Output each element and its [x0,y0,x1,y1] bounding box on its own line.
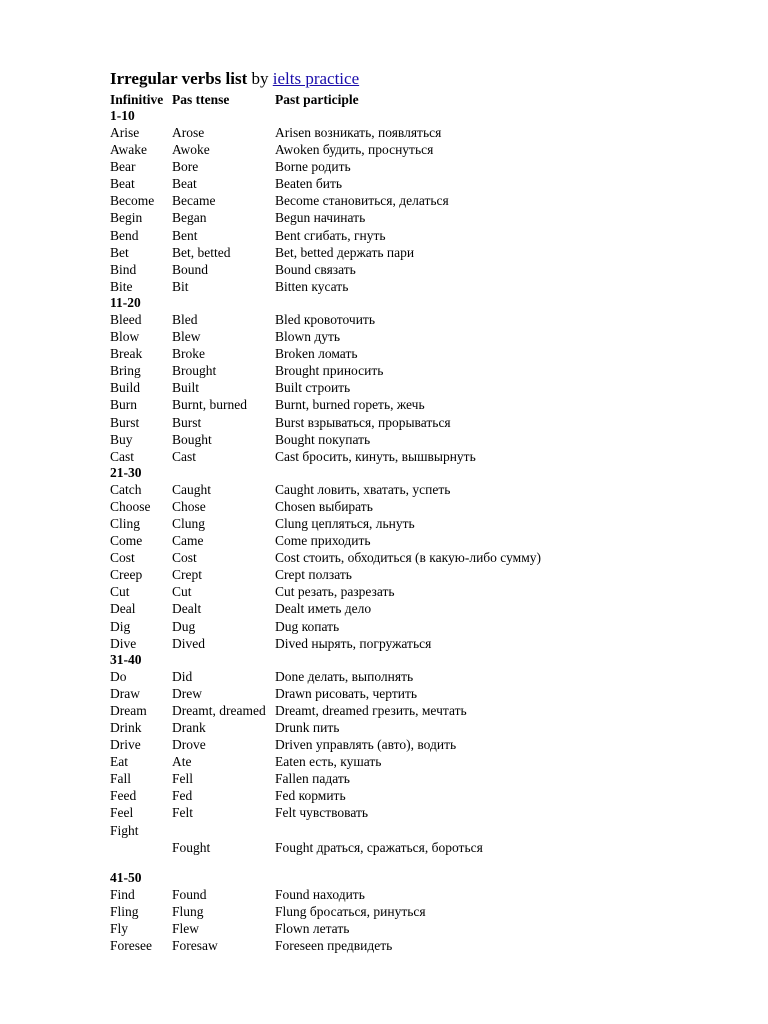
verb-row [110,431,730,448]
infinitive-cell: Cast [110,448,135,464]
verb-row [110,515,730,532]
infinitive-cell: Deal [110,601,136,617]
past-participle-cell: Dealt иметь дело [275,601,372,617]
past-participle-cell: Foreseen предвидеть [275,938,393,954]
past-tense-cell: Felt [172,805,194,821]
infinitive-cell: Feed [110,788,137,804]
past-participle-cell: Chosen выбирать [275,498,373,514]
infinitive-cell: Bear [110,159,136,175]
past-tense-cell: Brought [172,363,217,379]
verb-row [110,532,730,549]
infinitive-cell: Blow [110,329,140,345]
infinitive-cell: Drink [110,720,142,735]
verb-row [110,839,730,856]
header-past-participle: Past participle [275,92,359,107]
past-participle-cell: Driven управлять (авто), водить [275,737,457,753]
past-tense-cell: Fed [172,788,193,804]
verb-row [110,618,730,635]
verb-row [110,278,730,295]
past-tense-cell: Bore [172,159,199,175]
past-tense-cell: Arose [172,125,205,140]
past-participle-cell: Bound связать [275,261,356,277]
infinitive-cell: Creep [110,567,143,583]
past-tense-cell [172,822,275,839]
past-participle-cell: Flown летать [275,920,350,936]
group-label: 1-10 [110,108,135,123]
infinitive-cell: Foresee [110,938,152,954]
infinitive-cell: Feel [110,805,134,821]
infinitive-cell: Dream [110,702,147,718]
infinitive-cell: Beat [110,176,135,192]
verb-row [110,227,730,244]
group-label: 21-30 [110,464,142,480]
past-tense-cell: Found [172,886,207,902]
infinitive-cell: Bet [110,244,129,260]
past-participle-cell: Cost стоить, обходиться (в какую-либо сумму) [275,550,542,566]
past-participle-cell: Begun начинать [275,210,366,226]
past-tense-cell: Cast [172,448,197,464]
verb-row [110,414,730,431]
past-participle-cell: Dreamt, dreamed грезить, мечтать [275,702,467,718]
infinitive-cell: Fight [110,822,139,838]
infinitive-cell: Bind [110,261,137,277]
past-participle-cell: Bent сгибать, гнуть [275,227,386,243]
verb-row [110,311,730,328]
verb-row [110,192,730,209]
verb-row [110,345,730,362]
infinitive-cell: Find [110,886,135,902]
infinitive-cell: Become [110,193,155,209]
infinitive-cell: Drive [110,737,141,753]
infinitive-cell: Bleed [110,311,142,327]
infinitive-cell: Burst [110,414,140,430]
infinitive-cell: Fling [110,903,139,919]
verb-row [110,937,730,954]
past-participle-cell: Bet, betted держать пари [275,244,415,260]
infinitive-cell: Awake [110,142,147,158]
past-tense-cell: Dreamt, dreamed [172,702,266,718]
verb-row [110,362,730,379]
verb-row [110,903,730,920]
verb-groups [110,108,730,954]
past-participle-cell: Dug копать [275,618,340,634]
group-spacer [110,856,730,870]
verb-row [110,668,730,685]
infinitive-cell: Bend [110,227,139,243]
infinitive-cell: Cling [110,515,141,531]
verb-row [110,685,730,702]
title-text: Irregular verbs list [110,69,248,88]
past-tense-cell: Came [172,533,204,549]
past-tense-cell: Fell [172,771,194,787]
verb-row [110,787,730,804]
ielts-practice-link[interactable]: ielts practice [272,69,360,88]
past-participle-cell: Flung бросаться, ринуться [275,903,426,919]
verb-row [110,141,730,158]
verb-row [110,804,730,821]
verb-row [110,566,730,583]
verb-row [110,583,730,600]
verb-row [110,379,730,396]
infinitive-cell: Do [110,668,127,684]
past-tense-cell: Burnt, burned [172,397,247,413]
verb-row [110,396,730,413]
infinitive-cell: Buy [110,431,133,447]
infinitive-cell: Dig [110,618,131,634]
infinitive-cell: Bring [110,363,141,379]
infinitive-cell: Choose [110,498,151,514]
table-header [110,92,730,108]
past-participle-cell [275,822,730,839]
past-tense-cell: Bit [172,278,189,294]
verb-row [110,702,730,719]
past-participle-cell: Done делать, выполнять [275,668,414,684]
past-participle-cell: Awoken будить, проснуться [275,142,434,158]
past-tense-cell: Bet, betted [172,244,231,260]
past-tense-cell: Clung [172,515,206,531]
past-tense-cell: Fought [172,839,211,855]
past-participle-cell: Burnt, burned гореть, жечь [275,397,425,413]
past-tense-cell: Chose [172,498,206,514]
past-participle-cell: Caught ловить, хватать, успеть [275,481,451,497]
past-tense-cell: Ate [172,754,192,770]
verb-row [110,736,730,753]
past-tense-cell: Cut [172,584,192,600]
title-by-text: by [247,69,273,88]
past-tense-cell: Blew [172,329,201,345]
infinitive-cell: Fly [110,920,129,936]
past-tense-cell: Cost [172,550,197,566]
past-tense-cell: Drew [172,685,202,701]
past-tense-cell: Dived [172,635,205,651]
verb-row [110,158,730,175]
past-participle-cell: Broken ломать [275,346,358,362]
past-participle-cell: Drunk пить [275,720,340,735]
past-participle-cell: Bought покупать [275,431,371,447]
infinitive-cell: Cut [110,584,130,600]
past-participle-cell: Clung цепляться, льнуть [275,515,415,531]
past-participle-cell: Beaten бить [275,176,343,192]
past-participle-cell: Eaten есть, кушать [275,754,382,770]
verb-row [110,719,730,736]
past-participle-cell: Dived нырять, погружаться [275,635,432,651]
verb-row [110,920,730,937]
past-participle-cell: Blown дуть [275,329,341,345]
past-participle-cell: Burst взрываться, прорываться [275,414,451,430]
document-page [110,68,730,954]
verb-row [110,600,730,617]
past-participle-cell: Found находить [275,886,365,902]
infinitive-cell: Build [110,380,141,396]
verb-row [110,770,730,787]
past-participle-cell: Become становиться, делаться [275,193,449,209]
past-tense-cell: Burst [172,414,202,430]
past-participle-cell: Fed кормить [275,788,346,804]
group-label: 31-40 [110,651,142,667]
verb-row [110,753,730,770]
verb-row [110,822,730,839]
past-tense-cell: Bound [172,261,209,277]
past-tense-cell: Drove [172,737,206,753]
past-participle-cell: Cut резать, разрезать [275,584,395,600]
past-participle-cell: Come приходить [275,533,371,549]
past-participle-cell: Bitten кусать [275,278,349,294]
infinitive-cell: Draw [110,685,140,701]
past-tense-cell: Dug [172,618,196,634]
infinitive-cell: Arise [110,125,140,140]
infinitive-cell: Fall [110,771,132,787]
past-tense-cell: Foresaw [172,938,218,954]
infinitive-cell: Begin [110,210,143,226]
past-tense-cell: Awoke [172,142,210,158]
past-tense-cell: Broke [172,346,205,362]
past-participle-cell: Brought приносить [275,363,384,379]
past-tense-cell: Crept [172,567,202,583]
past-tense-cell: Did [172,668,193,684]
verb-row [110,481,730,498]
past-participle-cell: Cast бросить, кинуть, вышвырнуть [275,448,476,464]
verb-row [110,175,730,192]
infinitive-cell: Break [110,346,143,362]
past-participle-cell: Drawn рисовать, чертить [275,685,418,701]
infinitive-cell: Come [110,533,143,549]
verb-row [110,261,730,278]
past-tense-cell: Bent [172,227,198,243]
past-participle-cell: Borne родить [275,159,351,175]
past-participle-cell: Crept ползать [275,567,352,583]
verb-row [110,886,730,903]
infinitive-cell: Cost [110,550,135,566]
infinitive-cell: Catch [110,481,142,497]
verb-row [110,498,730,515]
past-participle-cell: Fought драться, сражаться, бороться [275,839,483,855]
past-tense-cell: Flew [172,920,199,936]
past-tense-cell: Bought [172,431,212,447]
verb-row [110,244,730,261]
past-tense-cell: Bled [172,311,198,327]
past-participle-cell: Arisen возникать, появляться [275,125,442,140]
verb-row [110,549,730,566]
past-tense-cell: Drank [172,720,206,735]
group-label: 11-20 [110,294,141,310]
verb-row [110,124,730,141]
past-tense-cell: Caught [172,481,211,497]
verb-row [110,328,730,345]
infinitive-cell [110,839,172,856]
document-title [110,68,730,90]
past-participle-cell: Fallen падать [275,771,350,787]
header-past-tense: Pas ttense [172,92,230,107]
infinitive-cell: Bite [110,278,133,294]
header-infinitive: Infinitive [110,92,164,107]
verb-row [110,209,730,226]
past-tense-cell: Dealt [172,601,202,617]
past-participle-cell: Felt чувствовать [275,805,369,821]
past-tense-cell: Beat [172,176,197,192]
verb-row [110,448,730,465]
past-tense-cell: Began [172,210,207,226]
verb-row [110,635,730,652]
past-tense-cell: Built [172,380,200,396]
infinitive-cell: Dive [110,635,137,651]
infinitive-cell: Burn [110,397,137,413]
past-tense-cell: Flung [172,903,204,919]
past-participle-cell: Bled кровоточить [275,311,375,327]
past-participle-cell: Built строить [275,380,351,396]
infinitive-cell: Eat [110,754,128,770]
past-tense-cell: Became [172,193,216,209]
group-label: 41-50 [110,869,142,885]
